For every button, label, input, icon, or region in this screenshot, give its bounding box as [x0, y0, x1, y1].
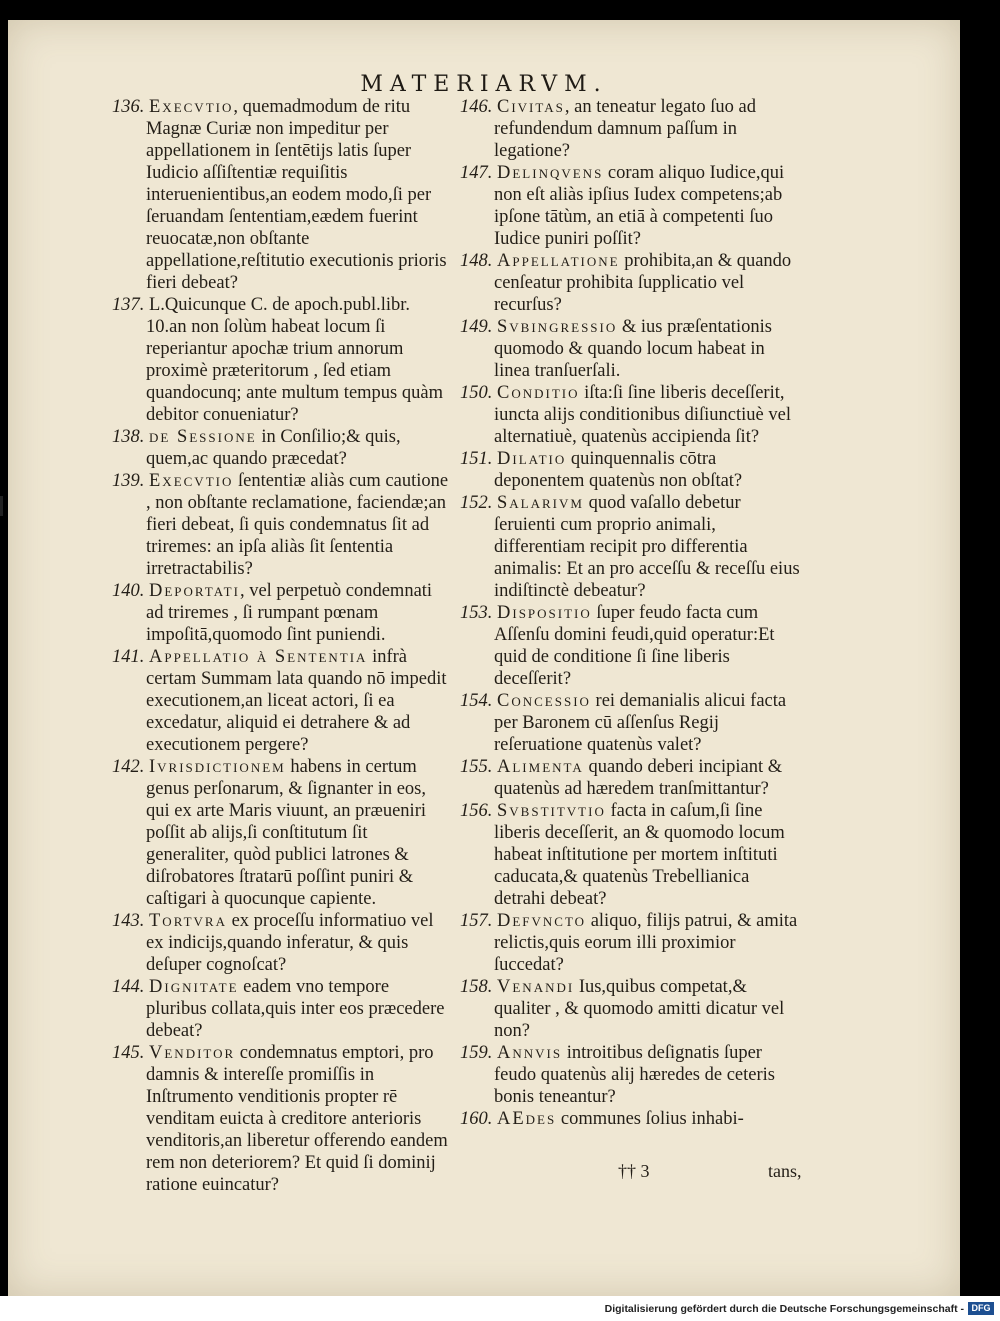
entry-keyword: Deportati [149, 581, 240, 601]
entry-text: iſta:ſi ſine liberis deceſſerit, iuncta alijs conditionibus diſiunctiuè vel alternatiuè, quatenùs accipienda ſit? [494, 383, 791, 447]
entry-number: 154. [460, 691, 493, 711]
index-entry [460, 800, 800, 910]
entry-text: condemnatus emptori, pro damnis & intereſſe promiſſis in Inſtrumento venditionis propter rē venditam euicta à creditore anterioris venditoris,an liberetur offerendo eandem rem non deteriorem? Et quid ſi dominij ratione euincatur? [146, 1043, 448, 1195]
entry-keyword: Svbingressio [497, 317, 618, 337]
book-page [8, 20, 960, 1296]
index-entry [460, 96, 800, 162]
index-entry [112, 470, 450, 580]
entry-text: quinquennalis cōtra deponentem quatenùs non obſtat? [494, 449, 743, 491]
entry-text: in Conſilio;& quis, quem,ac quando præcedat? [146, 427, 401, 469]
index-entry [112, 910, 450, 976]
index-entry [460, 910, 800, 976]
entry-keyword: Venandi [497, 977, 575, 997]
entry-number: 158. [460, 977, 493, 997]
entry-number: 146. [460, 97, 493, 117]
entry-keyword: AEdes [497, 1109, 557, 1129]
margin-mark [0, 496, 3, 516]
index-entry [460, 250, 800, 316]
entry-text: rei demanialis alicui facta per Baronem cū aſſenſus Regij reſeruatione quatenùs valet? [494, 691, 787, 755]
entry-text: coram aliquo Iudice,qui non eſt aliàs ipſius Iudex competens;ab ipſone tātùm, an etiā à competenti ſuo Iudice puniri poſſit? [494, 163, 785, 249]
credit-line: Digitalisierung gefördert durch die Deutsche Forschungsgemeinschaft - [604, 1303, 964, 1315]
index-entry [460, 1108, 800, 1130]
entry-text: Ius,quibus competat,& qualiter , & quomodo amitti dicatur vel non? [494, 977, 785, 1041]
entry-keyword: de Sessione [149, 427, 257, 447]
entry-keyword: Delinqvens [497, 163, 604, 183]
entry-text: , vel perpetuò condemnati ad triremes , ſi rumpant pœnam impoſitā,quomodo ſint puniendi. [146, 581, 433, 645]
left-column [112, 96, 450, 1196]
entry-number: 153. [460, 603, 493, 623]
index-entry [460, 602, 800, 690]
index-entry [112, 96, 450, 294]
entry-number: 151. [460, 449, 493, 469]
entry-keyword: Tortvra [149, 911, 227, 931]
index-entry [460, 316, 800, 382]
entry-text: ſuper feudo facta cum Aſſenſu domini feudi,quid operatur:Et quid de conditione ſi ſine liberis deceſſerit? [494, 603, 775, 689]
entry-text: & ius præſentationis quomodo & quando locum habeat in linea tranſuerſali. [494, 317, 772, 381]
entry-number: 136. [112, 97, 145, 117]
index-entry [460, 690, 800, 756]
entry-text: introitibus deſignatis ſuper feudo quatenùs alij hæredes de ceteris bonis teneantur? [494, 1043, 775, 1107]
index-entry [112, 294, 450, 426]
index-entry [460, 448, 800, 492]
entry-text: quod vaſallo debetur ſeruienti cum proprio animali, differentiam recipit pro differentia animalis: Et an pro acceſſu & receſſu eius indiſtinctè debeatur? [494, 493, 800, 601]
index-entry [112, 756, 450, 910]
entry-number: 152. [460, 493, 493, 513]
entry-number: 149. [460, 317, 493, 337]
entry-number: 147. [460, 163, 493, 183]
entry-text: , an teneatur legato ſuo ad refundendum damnum paſſum in legatione? [494, 97, 756, 161]
entry-number: 145. [112, 1043, 145, 1063]
entry-keyword: Defvncto [497, 911, 587, 931]
entry-text: prohibita,an & quando cenſeatur prohibita ſupplicatio vel recurſus? [494, 251, 792, 315]
index-entry [112, 1042, 450, 1196]
signature-mark: †† 3 [618, 1161, 650, 1181]
entry-number: 143. [112, 911, 145, 931]
running-head: MATERIARVM. [360, 72, 608, 97]
entry-number: 140. [112, 581, 145, 601]
entry-number: 159. [460, 1043, 493, 1063]
entry-text: ex proceſſu informatiuo vel ex indicijs,quando inferatur, & quis deſuper cognoſcat? [146, 911, 434, 975]
entry-number: 155. [460, 757, 493, 777]
entry-keyword: Annvis [497, 1043, 563, 1063]
index-entry [460, 976, 800, 1042]
index-entry [112, 646, 450, 756]
index-entry [460, 162, 800, 250]
entry-text: quando deberi incipiant & quatenùs ad hæredem tranſmittantur? [494, 757, 783, 799]
right-column [460, 96, 800, 1130]
entry-text: communes ſolius inhabi- [556, 1109, 744, 1129]
entry-keyword: Dilatio [497, 449, 567, 469]
entry-text: ſententiæ aliàs cum cautione , non obſtante reclamatione, faciendæ;an fieri debeat, ſi quis condemnatus ſit ad triremes: an ipſa aliàs ſit ſententia irretractabilis? [146, 471, 449, 579]
entry-number: 142. [112, 757, 145, 777]
dfg-logo: DFG [968, 1302, 994, 1315]
entry-keyword: Conditio [497, 383, 580, 403]
entry-text: facta in caſum,ſi ſine liberis deceſſerit, an & quomodo locum habeat inſtitutione per mortem inſtituti caducata,& quatenùs Trebellianica detrahi debeat? [494, 801, 785, 909]
entry-number: 157. [460, 911, 493, 931]
index-entry [460, 1042, 800, 1108]
entry-text: , quemadmodum de ritu Magnæ Curiæ non impeditur per appellationem in ſentētijs latis ſuper Iudicio aſſiſtentiæ requiſitis interuenientibus,an eodem modo,ſi per ſeruandam ſententiam,eædem fuerint reuocatæ,non obſtante appellatione,reſtitutio executionis prioris fieri debeat? [146, 97, 447, 293]
entry-number: 156. [460, 801, 493, 821]
entry-number: 148. [460, 251, 493, 271]
entry-keyword: Execvtio [149, 471, 234, 491]
entry-text: L.Quicunque C. de apoch.publ.libr. 10.an non ſolùm habeat locum ſi reperiantur apochæ trium annorum proximè præteritorum , ſed etiam quandocunq; ante multum tempus quàm debitor conueniatur? [146, 295, 443, 425]
index-entry [460, 382, 800, 448]
entry-keyword: Venditor [149, 1043, 236, 1063]
catchword: tans, [768, 1161, 802, 1181]
entry-keyword: Alimenta [497, 757, 584, 777]
entry-keyword: Svbstitvtio [497, 801, 606, 821]
entry-keyword: Appellatione [497, 251, 620, 271]
entry-keyword: Concessio [497, 691, 591, 711]
entry-number: 139. [112, 471, 145, 491]
entry-keyword: Appellatio à Sententia [149, 647, 368, 667]
entry-number: 137. [112, 295, 145, 315]
entry-number: 144. [112, 977, 145, 997]
entry-keyword: Salarivm [497, 493, 584, 513]
index-entry [460, 492, 800, 602]
index-entry [112, 976, 450, 1042]
entry-number: 150. [460, 383, 493, 403]
entry-keyword: Civitas [497, 97, 565, 117]
entry-keyword: Ivrisdictionem [149, 757, 286, 777]
index-entry [460, 756, 800, 800]
entry-number: 138. [112, 427, 145, 447]
index-entry [112, 580, 450, 646]
entry-text: aliquo, filijs patrui, & amita relictis,quis eorum illi proximior ſuccedat? [494, 911, 798, 975]
entry-keyword: Dignitate [149, 977, 239, 997]
entry-text: habens in certum genus perſonarum, & ſignanter in eos, qui ex arte Maris viuunt, an præueniri poſſit ab alijs,ſi conſtitutum ſit generaliter, quòd publici latrones & diſrobatores ſtratarū poſſint puniri & caſtigari à quocunque capiente. [146, 757, 427, 909]
index-entry [112, 426, 450, 470]
entry-text: eadem vno tempore pluribus collata,quis inter eos præcedere debeat? [146, 977, 445, 1041]
entry-keyword: Dispositio [497, 603, 592, 623]
entry-number: 141. [112, 647, 145, 667]
entry-keyword: Execvtio [149, 97, 234, 117]
entry-text: infrà certam Summam lata quando nō impedit executionem,an liceat actori, ſi ea excedatur, aliquid ei detrahere & ad executionem pergere? [146, 647, 447, 755]
entry-number: 160. [460, 1109, 493, 1129]
